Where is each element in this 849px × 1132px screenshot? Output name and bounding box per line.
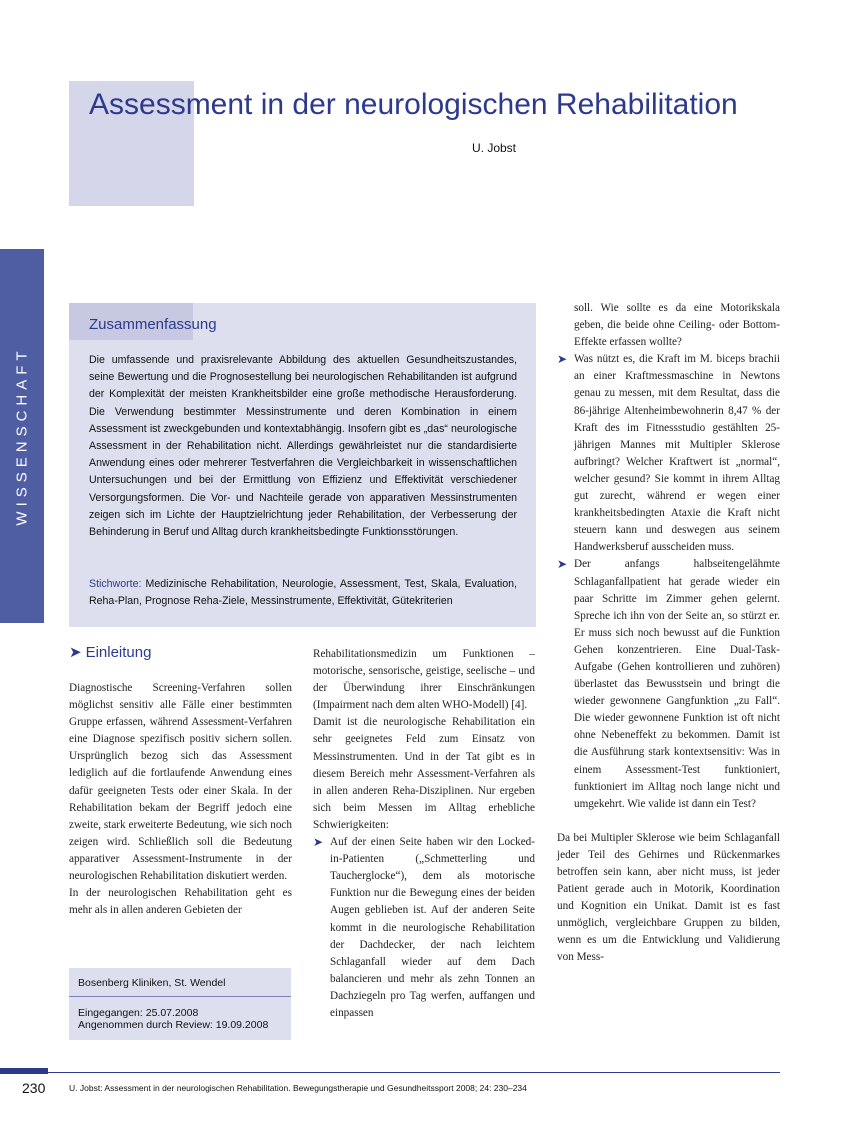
footer-rule xyxy=(48,1072,780,1073)
abstract-heading: Zusammenfassung xyxy=(89,316,217,333)
text-column-3 xyxy=(557,300,780,967)
bullet-arrow-icon: ➤ xyxy=(557,557,568,572)
bullet-text: Auf der einen Seite haben wir den Locked-in-Patienten („Schmetterling und Taucherglocke“), dem als motorische Funktion nur die Bewegung eines der beiden Augen geblieben ist. Auf der anderen Seite kommt in die neurologische Rehabilitation der Dachdecker, der nach leichtem Schlaganfall wieder auf dem Dach balancieren und mehr als zehn Tonnen an Dachziegeln pro Tag werfen, auffangen und einpassen xyxy=(330,836,535,1019)
keywords-label: Stichworte: xyxy=(89,578,142,590)
bullet-arrow-icon: ➤ xyxy=(557,352,568,367)
bullet-continuation: soll. Wie sollte es da eine Motorikskala geben, die beide ohne Ceiling- oder Bottom-Effekte erfassen wollte? xyxy=(574,302,780,349)
text-column-2 xyxy=(313,646,535,1022)
keywords-list: Medizinische Rehabilitation, Neurologie, Assessment, Test, Skala, Evaluation, Reha-Plan, Prognose Reha-Ziele, Messinstrumente, Effektivität, Gütekriterien xyxy=(89,578,517,608)
text-column-1 xyxy=(69,680,292,919)
footer-accent-bar xyxy=(0,1068,48,1074)
bullet-text: Der anfangs halbseitengelähmte Schlaganfallpatient hat gerade wieder ein paar Schritte im Zimmer gehen gelernt. Spreche ich ihn von der Seite an, so stürzt er. Er muss sich noch bewusst auf die Funktion Gehen konzentrieren. Eine Dual-Task-Aufgabe (Gehen kontrollieren und zuhören) überlastet das Bewusstsein und bringt die wieder gewonnene Gangfunktion „zu Fall“. Die wieder gewonnene Funktion ist oft nicht ohne Nebeneffekt zu bekommen. Damit ist die Ausführung stark kontextsensitiv: Was in einem Assessment-Test funktioniert, funktioniert im Alltag noch lange nicht und umgekehrt. Wie valide ist dann ein Test? xyxy=(574,558,780,810)
bullet-item xyxy=(557,556,780,812)
side-tab-label: WISSENSCHAFT xyxy=(13,346,31,526)
accepted-date: Angenommen durch Review: 19.09.2008 xyxy=(78,1019,269,1031)
bullet-item xyxy=(557,351,780,556)
section-heading-text: Einleitung xyxy=(85,644,152,661)
article-author: U. Jobst xyxy=(472,141,517,155)
article-title: Assessment in der neurologischen Rehabilitation xyxy=(89,88,738,121)
paragraph: Rehabilitationsmedizin um Funktionen – motorische, sensorische, geistige, seelische – und der Überwindung ihrer Einschränkungen (Impairment nach dem alten WHO-Modell) [4]. xyxy=(313,648,535,712)
affiliation: Bosenberg Kliniken, St. Wendel xyxy=(78,977,226,989)
paragraph: Diagnostische Screening-Verfahren sollen möglichst sensitiv alle Fälle einer bestimmten Gruppe erfassen, während Assessment-Verfahren eine Diagnose spezifisch positiv sichern sollen. Ursprünglich bezog sich das Assessment lediglich auf die fortlaufende Anwendung eines dafür geeigneten Tests oder einer Skala. In der Rehabilitation bekam der Begriff jedoch eine zweite, stark erweiterte Bedeutung, wie sich noch zeigen wird. Schließlich soll die Bedeutung apparativer Assessment-Instrumente in der neurologischen Rehabilitation diskutiert werden. xyxy=(69,682,292,883)
bullet-arrow-icon: ➤ xyxy=(313,835,324,850)
section-heading xyxy=(69,643,151,661)
keywords xyxy=(89,576,517,610)
arrow-icon: ➤ xyxy=(69,644,82,661)
paragraph: Da bei Multipler Sklerose wie beim Schlaganfall jeder Teil des Gehirnes und Rückenmarkes betroffen sein kann, aber nicht muss, ist jeder Patient gerade auch in Motorik, Koordination und Kognition ein Unikat. Damit ist es fast unmöglich, vergleichbare Gruppen zu bilden, wenn es um die Entwicklung und Validierung von Mess- xyxy=(557,831,780,964)
received-date: Eingegangen: 25.07.2008 xyxy=(78,1007,199,1019)
page-number: 230 xyxy=(22,1080,46,1096)
footer-citation: U. Jobst: Assessment in der neurologischen Rehabilitation. Bewegungstherapie und Gesundheitssport 2008; 24: 230–234 xyxy=(69,1083,527,1093)
dates xyxy=(78,1007,268,1031)
bullet-text: Was nützt es, die Kraft im M. biceps brachii an einer Kraftmessmaschine in Newtons genau zu messen, mit dem Resultat, dass die 86-jährige Altenheimbewohnerin 8,47 % der Kraft des im Fitnessstudio gestählten 25-jährigen Mannes mit Multipler Sklerose aufbringt? Welcher Kraftwert ist „normal“, welcher gesund? Sie kommt in ihrem Alltag gut zurecht, während er wegen einer krankheitsbedingten Ataxie die Kraft nicht steuern kann und deswegen aus seinem Handwerksberuf ausscheiden muss. xyxy=(574,353,780,554)
bullet-item xyxy=(313,834,535,1022)
info-box-divider xyxy=(69,996,291,997)
paragraph: Damit ist die neurologische Rehabilitation ein sehr geeignetes Feld zum Einsatz von Messinstrumenten. Und in der Tat gibt es in diesem Bereich mehr Assessment-Verfahren als in allen anderen Reha-Disziplinen. Nur ergeben sich beim Messen im Alltag erhebliche Schwierigkeiten: xyxy=(313,716,535,831)
paragraph: In der neurologischen Rehabilitation geht es mehr als in allen anderen Gebieten der xyxy=(69,887,292,917)
abstract-text: Die umfassende und praxisrelevante Abbildung des aktuellen Gesundheitszustandes, seine Bewertung und die Prognosestellung bei neurologischen Rehabilitanden ist aufgrund der Komplexität der meisten Krankheitsbilder eine große methodische Herausforderung. Die Verwendung bestimmter Messinstrumente und deren Kombination in einem Assessment ist zweckgebunden und kontextabhängig. Insofern gibt es „das“ neurologische Assessment in der Rehabilitation nicht. Allerdings gewährleistet nur die standardisierte Anwendung eines oder mehrerer Testverfahren die Vergleichbarkeit in wissenschaftlichen Untersuchungen und bei der Ermittlung von Effizienz und Effektivität verschiedener Versorgungsformen. Die Vor- und Nachteile gerade von apparativen Messinstrumenten zeigen sich im Lichte der Hauptzielrichtung jeder Rehabilitation, der Verbesserung der Behinderung in Beruf und Alltag durch krankheitsbedingte Funktionsstörungen. xyxy=(89,354,517,539)
